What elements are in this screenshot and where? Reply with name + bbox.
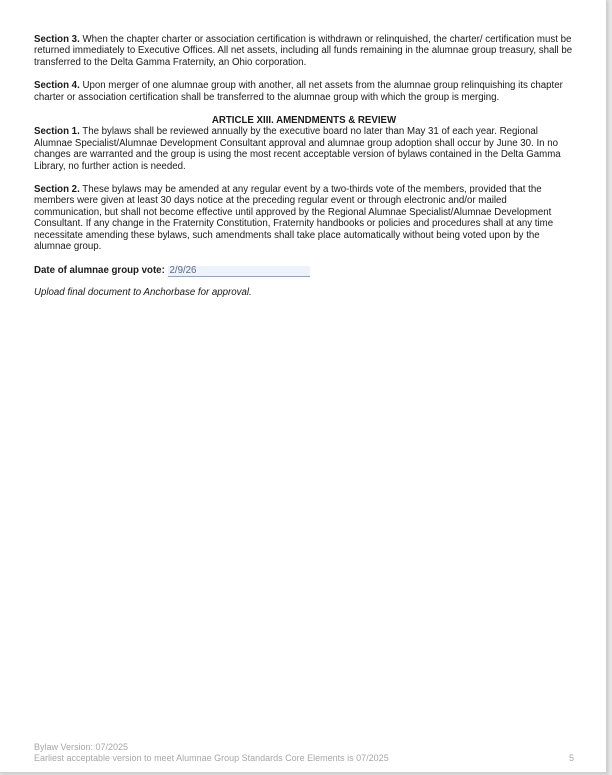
page-footer [34, 742, 574, 764]
article-13-section-2-paragraph [34, 184, 574, 252]
section-4-paragraph [34, 80, 574, 103]
footer-line-2 [34, 753, 574, 764]
article-13-section-1-text: The bylaws shall be reviewed annually by the executive board no later than May 31 of each year. Regional Alumnae Specialist/Alumnae Development Consultant approval and alumnae group adoption shall occur by June 30. In no changes are warranted and the group is using the most recent acceptable version of bylaws contained in the Delta Gamma Library, no further action is needed. [34, 126, 561, 172]
upload-instruction: Upload final document to Anchorbase for approval. [34, 286, 252, 298]
vote-date-row [34, 265, 574, 277]
article-13-section-2-text: These bylaws may be amended at any regular event by a two-thirds vote of the members, provided that the members were given at least 30 days notice at the preceding regular event or through electronic and/or mailed communication, but shall not become effective until approved by the Regional Alumnae Specialist/Alumnae Development Consultant. If any change in the Fraternity Constitution, Fraternity handbooks or policies and procedures shall at any time necessitate amending these bylaws, such amendments shall take place automatically without being voted upon by the alumnae group. [34, 184, 554, 253]
page-content [34, 34, 574, 298]
section-3-text: When the chapter charter or association certification is withdrawn or relinquished, the charter/ certification must be returned immediately to Executive Offices. All net assets, including all funds remaining in the alumnae group treasury, shall be transferred to the Delta Gamma Fraternity, an Ohio corporation. [34, 34, 573, 68]
section-4-label: Section 4. [34, 80, 80, 92]
footer-earliest-version: Earliest acceptable version to meet Alumnae Group Standards Core Elements is 07/2025 [34, 753, 389, 763]
page-number: 5 [568, 753, 574, 763]
article-13-heading: ARTICLE XIII. AMENDMENTS & REVIEW [211, 115, 397, 127]
vote-date-field[interactable]: 2/9/26 [168, 266, 310, 277]
section-4-text: Upon merger of one alumnae group with another, all net assets from the alumnae group relinquishing its chapter charter or association certification shall be transferred to the alumnae group with which the group is merging. [34, 80, 563, 103]
article-13-section-2-label: Section 2. [34, 184, 80, 196]
article-13-section-1-label: Section 1. [34, 126, 80, 138]
vote-date-label: Date of alumnae group vote: [34, 264, 165, 276]
footer-version: Bylaw Version: 07/2025 [34, 742, 129, 752]
article-13-section-1-paragraph [34, 126, 574, 172]
section-3-label: Section 3. [34, 34, 80, 45]
section-3-paragraph [34, 34, 574, 68]
